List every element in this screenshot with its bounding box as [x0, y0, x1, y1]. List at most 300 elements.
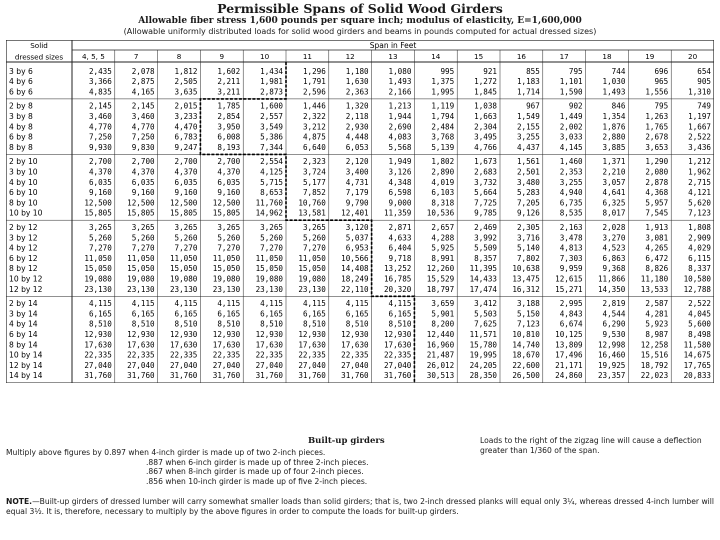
table-cell: 30,513: [426, 371, 455, 381]
table-cell: 22,110: [341, 284, 369, 294]
table-cell: 8,991: [431, 253, 455, 263]
builtup-line: Multiply above figures by 0.897 when 4-inch girder is made up of two 2-inch pieces.: [6, 448, 326, 457]
table-cell: 20,833: [683, 371, 711, 381]
row-size-label: 3 by 14: [9, 309, 38, 319]
table-cell: 6,008: [217, 132, 241, 142]
table-cell: 3,265: [131, 223, 155, 232]
table-cell: 5,283: [516, 188, 540, 198]
row-size-label: 2 by 14: [9, 299, 38, 309]
table-cell: 12,788: [683, 284, 711, 294]
table-cell: 3,255: [516, 132, 540, 142]
table-cell: 902: [568, 101, 583, 111]
table-cell: 2,700: [217, 157, 241, 167]
table-cell: 1,590: [559, 87, 583, 97]
table-cell: 1,845: [474, 87, 497, 97]
table-cell: 11,050: [84, 253, 112, 263]
row-size-label: 12 by 12: [9, 284, 43, 294]
table-cell: 1,371: [602, 157, 626, 167]
table-cell: 3,768: [431, 132, 455, 142]
table-cell: 6,735: [559, 198, 583, 208]
span-header: 7: [133, 52, 139, 61]
table-cell: 1,038: [474, 101, 497, 111]
table-cell: 15,805: [84, 208, 112, 218]
row-size-label: 3 by 8: [9, 112, 33, 121]
table-cell: 5,923: [645, 319, 669, 329]
table-cell: 7,625: [474, 319, 497, 329]
table-cell: 2,596: [302, 87, 326, 97]
row-size-label: 4 by 6: [9, 77, 33, 87]
table-cell: 22,335: [212, 350, 241, 360]
table-cell: 2,363: [345, 87, 369, 97]
table-cell: 21,171: [555, 360, 583, 370]
table-cell: 1,212: [688, 157, 711, 167]
table-cell: 19,080: [127, 274, 155, 284]
table-cell: 5,260: [302, 233, 326, 243]
row-size-label: 10 by 12: [9, 274, 43, 284]
table-cell: 9,930: [88, 142, 112, 152]
table-cell: 14,675: [683, 350, 711, 360]
table-cell: 6,165: [88, 309, 112, 319]
footnote: [6, 497, 714, 516]
zigzag-note: Loads to the right of the zigzag line will cause a deflection greater than 1/360 of the span.: [480, 436, 702, 455]
table-cell: 9,160: [174, 188, 198, 198]
table-cell: 22,335: [255, 350, 283, 360]
table-cell: 2,700: [174, 157, 198, 167]
table-cell: 1,981: [260, 77, 283, 87]
table-cell: 13,809: [555, 340, 583, 350]
table-cell: 5,901: [431, 309, 455, 319]
table-cell: 5,957: [645, 198, 669, 208]
table-cell: 2,678: [645, 132, 669, 142]
table-cell: 3,188: [516, 299, 540, 309]
table-cell: 4,544: [602, 309, 626, 319]
table-cell: 1,791: [302, 77, 326, 87]
row-size-label: 8 by 10: [9, 198, 38, 208]
row-size-label: 4 by 8: [9, 122, 33, 132]
table-cell: 4,121: [688, 188, 711, 198]
table-cell: 6,165: [302, 309, 326, 319]
table-cell: 6,165: [217, 309, 241, 319]
table-cell: 12,930: [127, 330, 155, 339]
table-cell: 6,165: [174, 309, 198, 319]
table-cell: 31,760: [212, 371, 241, 381]
table-cell: 7,123: [688, 208, 711, 218]
table-cell: 1,080: [388, 66, 412, 76]
table-cell: 4,083: [388, 132, 412, 142]
table-cell: 19,080: [169, 274, 198, 284]
table-cell: 2,118: [345, 112, 369, 121]
row-size-label: 8 by 8: [9, 142, 33, 152]
table-cell: 1,714: [516, 87, 540, 97]
table-cell: 6,165: [345, 309, 369, 319]
table-cell: 2,211: [217, 77, 241, 87]
table-cell: 3,495: [474, 132, 497, 142]
table-cell: 8,193: [217, 142, 241, 152]
table-cell: 27,040: [341, 360, 369, 370]
table-cell: 2,120: [345, 157, 369, 167]
table-cell: 1,949: [388, 157, 412, 167]
table-cell: 23,130: [84, 284, 112, 294]
page-title: Permissible Spans of Solid Wood Girders: [217, 1, 503, 16]
table-cell: 20,320: [383, 284, 412, 294]
table-cell: 8,510: [217, 319, 241, 329]
table-cell: 1,197: [688, 112, 711, 121]
table-cell: 2,166: [388, 87, 412, 97]
table-cell: 6,035: [131, 177, 155, 187]
table-cell: 5,925: [431, 243, 455, 253]
table-cell: 4,835: [88, 87, 112, 97]
table-cell: 19,080: [212, 274, 241, 284]
table-cell: 27,040: [169, 360, 198, 370]
table-cell: 1,296: [302, 66, 326, 76]
table-cell: 2,715: [688, 177, 711, 187]
table-cell: 6,598: [388, 188, 412, 198]
table-cell: 4,370: [88, 167, 112, 177]
table-cell: 7,250: [131, 132, 155, 142]
table-cell: 17,630: [341, 340, 369, 350]
table-cell: 15,805: [212, 208, 241, 218]
table-cell: 7,802: [516, 253, 540, 263]
table-cell: 1,446: [302, 101, 326, 111]
table-cell: 3,635: [174, 87, 198, 97]
table-cell: 855: [526, 66, 540, 76]
table-cell: 3,478: [559, 233, 583, 243]
table-cell: 4,766: [474, 142, 497, 152]
table-cell: 17,630: [383, 340, 412, 350]
table-cell: 6,863: [602, 253, 626, 263]
table-cell: 11,760: [255, 198, 283, 208]
table-cell: 4,019: [431, 177, 455, 187]
table-cell: 1,213: [388, 101, 412, 111]
table-cell: 6,035: [217, 177, 241, 187]
table-cell: 8,535: [559, 208, 583, 218]
table-cell: 5,177: [302, 177, 326, 187]
row-size-label: 2 by 8: [9, 101, 33, 111]
table-cell: 8,510: [260, 319, 283, 329]
table-cell: 17,630: [298, 340, 326, 350]
table-cell: 7,344: [260, 142, 283, 152]
table-cell: 3,460: [131, 112, 155, 121]
table-cell: 3,436: [688, 142, 711, 152]
table-cell: 11,866: [597, 274, 626, 284]
row-size-label: 4 by 12: [9, 243, 38, 253]
table-cell: 7,270: [217, 243, 241, 253]
table-cell: 3,659: [431, 299, 455, 309]
table-cell: 31,760: [169, 371, 198, 381]
span-header: 13: [388, 52, 398, 61]
table-cell: 9,368: [602, 264, 626, 274]
table-cell: 12,930: [255, 330, 283, 339]
table-cell: 11,359: [383, 208, 412, 218]
builtup-title: Built-up girders: [308, 436, 385, 446]
table-cell: 1,667: [688, 122, 711, 132]
table-cell: 14,962: [255, 208, 283, 218]
table-cell: 1,549: [516, 112, 540, 121]
table-cell: 11,050: [127, 253, 155, 263]
table-cell: 2,878: [645, 177, 669, 187]
table-cell: 9,718: [388, 253, 412, 263]
table-cell: 2,155: [516, 122, 540, 132]
span-header: 18: [602, 52, 612, 61]
table-cell: 15,805: [169, 208, 198, 218]
table-cell: 15,271: [555, 284, 583, 294]
table-cell: 6,035: [88, 177, 112, 187]
table-cell: 3,126: [388, 167, 412, 177]
table-cell: 4,115: [174, 299, 198, 309]
table-cell: 6,165: [260, 309, 283, 319]
table-cell: 3,950: [217, 122, 241, 132]
table-cell: 4,370: [217, 167, 241, 177]
table-cell: 1,493: [388, 77, 412, 87]
table-cell: 4,045: [688, 309, 711, 319]
corner-label: Solid: [30, 41, 48, 50]
table-cell: 5,509: [474, 243, 497, 253]
table-cell: 12,500: [212, 198, 241, 208]
span-header: 8: [176, 52, 182, 61]
table-cell: 10,125: [555, 330, 583, 339]
table-cell: 22,335: [169, 350, 198, 360]
span-header: 20: [688, 52, 698, 61]
table-cell: 4,813: [559, 243, 583, 253]
table-cell: 2,145: [131, 101, 155, 111]
table-cell: 1,556: [645, 87, 669, 97]
table-cell: 15,050: [127, 264, 155, 274]
row-size-label: 3 by 10: [9, 167, 38, 177]
table-cell: 5,600: [688, 319, 711, 329]
table-cell: 5,664: [474, 188, 497, 198]
table-cell: 7,205: [516, 198, 540, 208]
table-cell: 22,335: [341, 350, 369, 360]
table-cell: 23,130: [255, 284, 283, 294]
table-cell: 12,930: [383, 330, 412, 339]
table-cell: 5,503: [474, 309, 497, 319]
table-cell: 4,115: [302, 299, 326, 309]
table-cell: 3,265: [217, 223, 241, 232]
table-cell: 12,930: [298, 330, 326, 339]
table-cell: 10,566: [341, 253, 369, 263]
table-cell: 1,785: [217, 101, 241, 111]
table-cell: 8,653: [260, 188, 283, 198]
table-cell: 11,395: [469, 264, 497, 274]
table-cell: 905: [697, 77, 711, 87]
span-header: 16: [516, 52, 526, 61]
builtup-line: .856 when 10-inch girder is made up of five 2-inch pieces.: [146, 476, 368, 486]
builtup-line: .867 when 8-inch girder is made up of four 2-inch pieces.: [146, 467, 364, 476]
table-cell: 22,335: [383, 350, 412, 360]
table-cell: 744: [611, 66, 626, 76]
row-size-label: 12 by 14: [9, 360, 43, 370]
table-cell: 28,350: [469, 371, 497, 381]
table-cell: 1,765: [645, 122, 669, 132]
table-cell: 6,103: [431, 188, 455, 198]
table-cell: 2,435: [88, 66, 112, 76]
table-cell: 22,335: [127, 350, 155, 360]
table-cell: 5,260: [217, 233, 241, 243]
table-cell: 2,909: [688, 233, 711, 243]
table-cell: 4,115: [131, 299, 155, 309]
table-cell: 3,265: [88, 223, 112, 232]
table-cell: 4,265: [645, 243, 669, 253]
table-cell: 13,533: [640, 284, 669, 294]
table-cell: 14,350: [597, 284, 626, 294]
table-cell: 2,002: [559, 122, 583, 132]
table-cell: 26,012: [426, 360, 455, 370]
table-cell: 1,320: [345, 101, 369, 111]
table-cell: 2,657: [431, 223, 455, 232]
table-cell: 2,522: [688, 299, 711, 309]
table-cell: 2,683: [474, 167, 497, 177]
table-cell: 4,125: [260, 167, 283, 177]
table-cell: 9,247: [174, 142, 198, 152]
table-cell: 15,050: [84, 264, 112, 274]
table-cell: 4,370: [174, 167, 198, 177]
table-cell: 2,890: [431, 167, 455, 177]
table-cell: 8,987: [645, 330, 669, 339]
table-cell: 1,663: [474, 112, 497, 121]
table-cell: 19,080: [84, 274, 112, 284]
table-cell: 21,487: [426, 350, 455, 360]
table-cell: 7,725: [474, 198, 497, 208]
table-cell: 17,630: [169, 340, 198, 350]
table-cell: 2,875: [131, 77, 155, 87]
table-cell: 5,260: [88, 233, 112, 243]
table-cell: 4,470: [174, 122, 198, 132]
table-cell: 6,035: [174, 177, 198, 187]
table-cell: 965: [654, 77, 669, 87]
table-cell: 3,270: [602, 233, 626, 243]
table-cell: 3,033: [559, 132, 583, 142]
table-cell: 7,852: [302, 188, 326, 198]
table-cell: 696: [654, 66, 669, 76]
table-cell: 1,493: [602, 87, 626, 97]
table-cell: 15,805: [127, 208, 155, 218]
table-cell: 4,448: [345, 132, 369, 142]
table-cell: 2,145: [88, 101, 112, 111]
span-header: 12: [345, 52, 355, 61]
table-cell: 9,530: [602, 330, 626, 339]
table-cell: 3,120: [345, 223, 369, 232]
table-cell: 4,633: [388, 233, 412, 243]
table-cell: 1,561: [516, 157, 540, 167]
table-cell: 1,630: [345, 77, 369, 87]
table-cell: 19,925: [597, 360, 626, 370]
table-cell: 10,760: [298, 198, 326, 208]
table-cell: 7,270: [260, 243, 283, 253]
table-cell: 2,501: [516, 167, 540, 177]
table-cell: 19,995: [469, 350, 497, 360]
table-cell: 6,325: [602, 198, 626, 208]
table-cell: 17,630: [255, 340, 283, 350]
table-cell: 8,017: [602, 208, 626, 218]
table-cell: 27,040: [298, 360, 326, 370]
table-cell: 11,050: [169, 253, 198, 263]
table-cell: 23,130: [169, 284, 198, 294]
table-cell: 13,252: [383, 264, 412, 274]
table-cell: 2,557: [260, 112, 283, 121]
table-cell: 4,288: [431, 233, 455, 243]
span-header: 11: [302, 52, 312, 61]
table-cell: 11,180: [640, 274, 669, 284]
table-cell: 4,770: [131, 122, 155, 132]
table-cell: 5,139: [431, 142, 455, 152]
table-cell: 1,995: [431, 87, 455, 97]
table-cell: 6,165: [388, 309, 412, 319]
span-header: 17: [559, 52, 569, 61]
table-cell: 2,690: [388, 122, 412, 132]
row-size-label: 6 by 6: [9, 87, 33, 97]
table-cell: 23,130: [127, 284, 155, 294]
table-cell: 4,731: [345, 177, 369, 187]
table-cell: 15,516: [640, 350, 669, 360]
table-cell: 2,995: [559, 299, 583, 309]
table-cell: 31,760: [341, 371, 369, 381]
table-cell: 921: [483, 66, 497, 76]
table-cell: 16,960: [426, 340, 455, 350]
table-cell: 3,992: [474, 233, 497, 243]
table-cell: 31,760: [383, 371, 412, 381]
table-cell: 4,523: [602, 243, 626, 253]
row-size-label: 2 by 12: [9, 223, 38, 232]
table-cell: 3,480: [516, 177, 540, 187]
table-cell: 2,505: [174, 77, 198, 87]
table-cell: 6,165: [131, 309, 155, 319]
table-cell: 2,080: [645, 167, 669, 177]
table-cell: 10,580: [683, 274, 711, 284]
table-cell: 5,260: [260, 233, 283, 243]
table-cell: 22,023: [640, 371, 669, 381]
table-cell: 1,272: [474, 77, 497, 87]
table-cell: 31,760: [127, 371, 155, 381]
table-cell: 7,303: [559, 253, 583, 263]
table-cell: 15,050: [212, 264, 241, 274]
table-cell: 4,029: [688, 243, 711, 253]
table-cell: 3,460: [88, 112, 112, 121]
table-cell: 24,860: [555, 371, 583, 381]
table-cell: 18,670: [512, 350, 540, 360]
table-cell: 2,554: [260, 157, 283, 167]
table-cell: 2,484: [431, 122, 455, 132]
table-cell: 1,310: [688, 87, 711, 97]
table-cell: 22,335: [298, 350, 326, 360]
table-cell: 7,270: [302, 243, 326, 253]
table-cell: 6,115: [688, 253, 711, 263]
table-cell: 4,115: [388, 299, 412, 309]
table-cell: 967: [526, 101, 540, 111]
table-cell: 1,812: [174, 66, 198, 76]
builtup-multipliers: [6, 448, 386, 486]
span-header: 9: [219, 52, 225, 61]
table-cell: 2,522: [688, 132, 711, 142]
table-cell: 4,145: [559, 142, 583, 152]
table-cell: 6,674: [559, 319, 583, 329]
table-cell: 12,930: [169, 330, 198, 339]
table-cell: 12,500: [84, 198, 112, 208]
row-size-label: 6 by 14: [9, 330, 38, 339]
table-cell: 12,440: [426, 330, 455, 339]
table-cell: 8,357: [474, 253, 497, 263]
table-cell: 7,250: [88, 132, 112, 142]
table-cell: 3,265: [302, 223, 326, 232]
table-cell: 5,140: [516, 243, 540, 253]
row-size-label: 6 by 8: [9, 132, 33, 142]
table-cell: 3,212: [302, 122, 326, 132]
table-cell: 12,930: [84, 330, 112, 339]
span-header: 19: [645, 52, 655, 61]
table-cell: 3,549: [260, 122, 283, 132]
table-cell: 1,673: [474, 157, 497, 167]
table-cell: 1,290: [645, 157, 669, 167]
table-cell: 12,930: [341, 330, 369, 339]
